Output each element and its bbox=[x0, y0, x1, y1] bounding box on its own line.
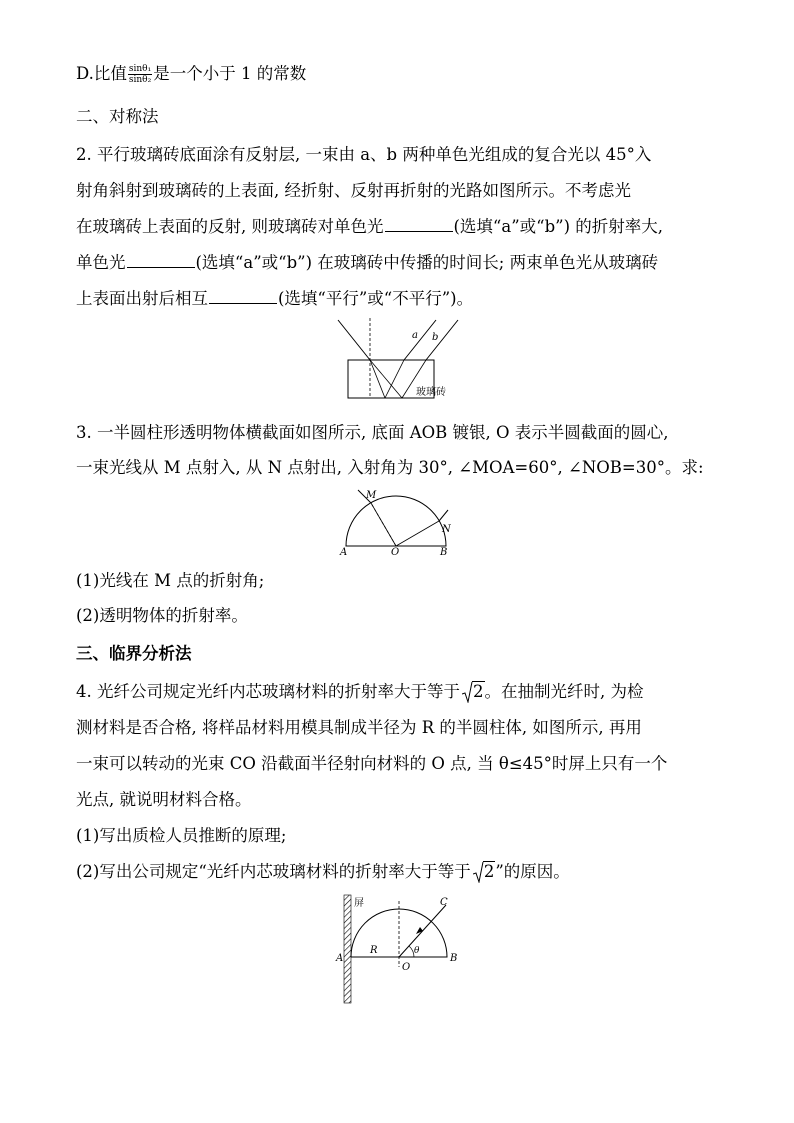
fraction-numerator: sinθ₁ bbox=[128, 64, 152, 74]
q2-line-3 bbox=[76, 217, 663, 237]
q3-semicircle-figure bbox=[336, 484, 456, 556]
q3-line-2: 一束光线从 M 点射入, 从 N 点射出, 入射角为 30°, ∠MOA=60°, ∠NOB=30°。求: bbox=[76, 458, 704, 477]
semicircle-outline bbox=[346, 496, 446, 546]
q2-line-3-a: 在玻璃砖上表面的反射, 则玻璃砖对单色光 bbox=[76, 217, 384, 236]
fraction-denominator: sinθ₂ bbox=[128, 75, 152, 85]
label-o: O bbox=[402, 962, 411, 973]
label-b: B bbox=[440, 547, 448, 556]
q3-part-1: (1)光线在 M 点的折射角; bbox=[76, 571, 265, 590]
label-b: B bbox=[450, 953, 458, 964]
inner-ray-1 bbox=[371, 503, 396, 546]
sqrt-2 bbox=[462, 682, 485, 702]
section-title-symmetry: 二、对称法 bbox=[76, 107, 159, 126]
q2-line-5 bbox=[76, 289, 473, 309]
beam-arrow bbox=[416, 927, 423, 934]
q3-part-2: (2)透明物体的折射率。 bbox=[76, 606, 248, 625]
label-c: C bbox=[440, 897, 448, 908]
section-title-critical: 三、临界分析法 bbox=[76, 644, 192, 663]
label-glass: 玻璃砖 bbox=[416, 387, 446, 398]
radicand: 2 bbox=[483, 862, 495, 881]
q2-blank-2[interactable] bbox=[127, 253, 195, 268]
refracted-ray-b bbox=[370, 360, 402, 398]
refracted-ray-a bbox=[370, 360, 385, 398]
q4-line-1-b: 。在抽制光纤时, 为检 bbox=[484, 682, 644, 701]
q2-line-4-b: (选填“a”或“b”) 在玻璃砖中传播的时间长; 两束单色光从玻璃砖 bbox=[195, 253, 659, 272]
inner-ray-2 bbox=[396, 521, 439, 546]
q2-line-4 bbox=[76, 253, 658, 273]
label-theta: θ bbox=[414, 946, 420, 956]
sqrt-2 bbox=[473, 862, 496, 882]
q2-blank-3[interactable] bbox=[209, 289, 277, 304]
q4-part-2-a: (2)写出公司规定“光纤内芯玻璃材料的折射率大于等于 bbox=[76, 862, 471, 881]
sin-ratio-fraction bbox=[128, 64, 152, 85]
q2-line-1: 2. 平行玻璃砖底面涂有反射层, 一束由 a、b 两种单色光组成的复合光以 45°入 bbox=[76, 145, 652, 164]
q2-glass-brick-figure bbox=[330, 318, 460, 400]
q2-line-4-a: 单色光 bbox=[76, 253, 126, 272]
q3-line-1: 3. 一半圆柱形透明物体横截面如图所示, 底面 AOB 镀银, O 表示半圆截面的圆心, bbox=[76, 423, 669, 442]
label-n: N bbox=[442, 524, 451, 535]
q4-part-2 bbox=[76, 862, 570, 882]
label-r: R bbox=[370, 945, 378, 956]
q4-part-2-b: ”的原因。 bbox=[495, 862, 570, 881]
q2-line-5-b: (选填“平行”或“不平行”)。 bbox=[278, 289, 474, 308]
q4-line-1-a: 4. 光纤公司规定光纤内芯玻璃材料的折射率大于等于 bbox=[76, 682, 460, 701]
label-screen: 屏 bbox=[354, 898, 364, 909]
q2-line-2: 射角斜射到玻璃砖的上表面, 经折射、反射再折射的光路如图所示。不考虑光 bbox=[76, 181, 631, 200]
label-a: A bbox=[340, 547, 348, 556]
q2-line-5-a: 上表面出射后相互 bbox=[76, 289, 208, 308]
option-d bbox=[76, 64, 306, 85]
label-a: a bbox=[412, 330, 418, 341]
q4-line-1 bbox=[76, 682, 644, 702]
q2-line-3-b: (选填“a”或“b”) 的折射率大, bbox=[453, 217, 664, 236]
q4-part-1: (1)写出质检人员推断的原理; bbox=[76, 826, 287, 845]
q4-line-2: 测材料是否合格, 将样品材料用模具制成半径为 R 的半圆柱体, 如图所示, 再用 bbox=[76, 718, 642, 737]
q4-line-4: 光点, 就说明材料合格。 bbox=[76, 790, 252, 809]
screen-hatch bbox=[344, 895, 351, 1003]
label-a: A bbox=[336, 953, 344, 964]
radicand: 2 bbox=[473, 682, 484, 701]
reflected-ray-a bbox=[385, 360, 404, 398]
q4-fiber-test-figure bbox=[334, 893, 464, 1008]
option-d-suffix: 是一个小于 1 的常数 bbox=[153, 64, 307, 83]
exit-ray-n bbox=[439, 510, 448, 521]
q4-line-3: 一束可以转动的光束 CO 沿截面半径射向材料的 O 点, 当 θ≤45°时屏上只有一个 bbox=[76, 754, 668, 773]
label-b: b bbox=[432, 332, 439, 343]
label-m: M bbox=[366, 490, 377, 501]
label-o: O bbox=[391, 547, 400, 556]
q2-blank-1[interactable] bbox=[385, 217, 453, 232]
incident-ray bbox=[338, 320, 370, 360]
option-d-prefix: D.比值 bbox=[76, 64, 127, 83]
